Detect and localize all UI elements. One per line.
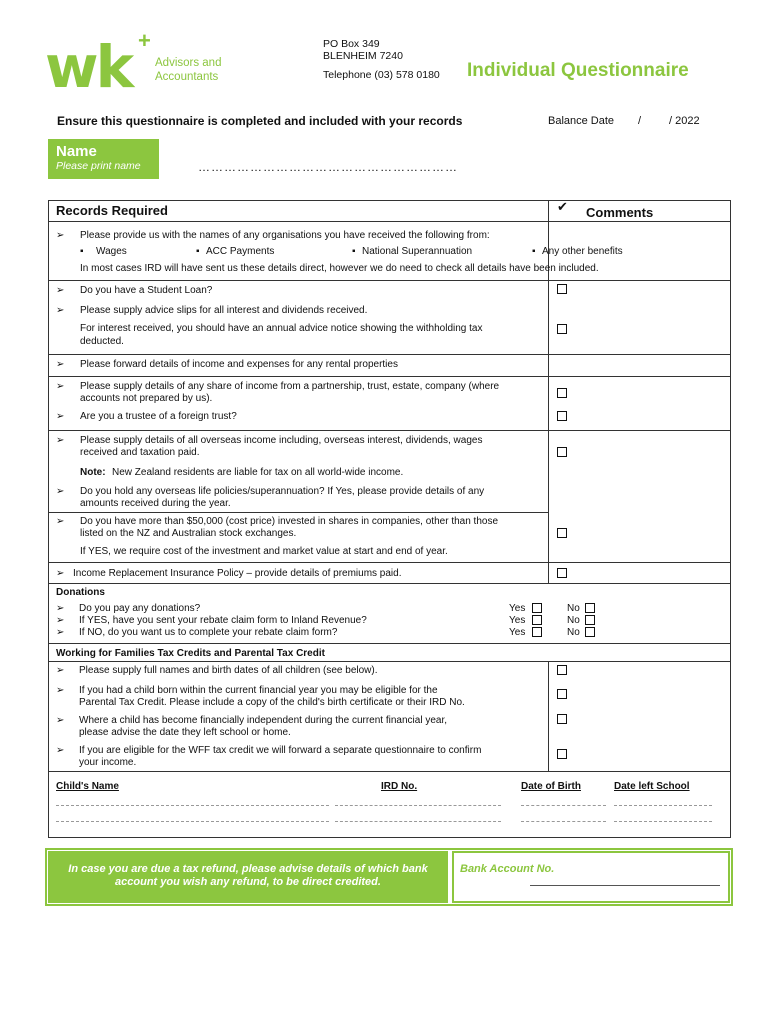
address-line1: PO Box 349 [323, 38, 380, 50]
bullet-icon: ▪ [352, 246, 356, 257]
share-income-checkbox[interactable] [557, 388, 567, 398]
arrow-icon: ➢ [56, 516, 65, 527]
overseas-checkbox[interactable] [557, 447, 567, 457]
student-loan-checkbox[interactable] [557, 284, 567, 294]
wff-indep-2: please advise the date they left school or home. [79, 727, 291, 738]
row-divider [48, 376, 731, 377]
check-header-icon: ✔ [557, 199, 568, 214]
donation-q1: Do you pay any donations? [79, 603, 201, 614]
logo: wk [45, 33, 132, 101]
income-acc: ACC Payments [206, 246, 275, 257]
no-checkbox[interactable] [585, 615, 595, 625]
arrow-icon: ➢ [56, 435, 65, 446]
name-sub: Please print name [56, 160, 141, 172]
foreign-trust: Are you a trustee of a foreign trust? [80, 411, 237, 422]
balance-date-label: Balance Date [548, 115, 615, 127]
arrow-icon: ➢ [56, 568, 65, 579]
address-line2: BLENHEIM 7240 [323, 50, 403, 62]
life-policies-1: Do you hold any overseas life policies/superannuation? If Yes, please provide details of any [80, 486, 485, 497]
row-divider [48, 512, 548, 513]
bank-box [452, 851, 730, 903]
wff-indep-1: Where a child has become financially independent during the current financial year, [79, 715, 447, 726]
shares-2: listed on the NZ and Australian stock exchanges. [80, 528, 297, 539]
shares-1: Do you have more than $50,000 (cost price) invested in shares in companies, other than those [80, 516, 499, 527]
arrow-icon: ➢ [56, 486, 65, 497]
refund-line-2: account you wish any refund, to be direct credited. [115, 876, 381, 888]
student-loan: Do you have a Student Loan? [80, 285, 213, 296]
instruction: Ensure this questionnaire is completed and included with your records [57, 114, 463, 128]
dob-line[interactable] [521, 805, 606, 806]
insurance: Income Replacement Insurance Policy – provide details of premiums paid. [73, 568, 402, 579]
foreign-trust-checkbox[interactable] [557, 411, 567, 421]
interest-note-2: deducted. [80, 336, 124, 347]
wff-header: Working for Families Tax Credits and Parental Tax Credit [56, 648, 325, 659]
bank-label: Bank Account No. [460, 863, 555, 875]
life-policies-2: amounts received during the year. [80, 498, 231, 509]
name-field[interactable]: …………………………………………………… [198, 160, 458, 174]
row-divider [48, 562, 731, 563]
yes-checkbox[interactable] [532, 603, 542, 613]
wff-elig-1: If you are eligible for the WFF tax credit we will forward a separate questionnaire to confirm [79, 745, 482, 756]
logo-text [155, 56, 221, 84]
row-divider [48, 661, 731, 662]
no-label: No [567, 603, 580, 614]
records-header: Records Required [56, 203, 168, 218]
arrow-icon: ➢ [56, 381, 65, 392]
wff-born-checkbox[interactable] [557, 689, 567, 699]
yes-checkbox[interactable] [532, 627, 542, 637]
arrow-icon: ➢ [56, 627, 65, 638]
ird-line[interactable] [335, 821, 501, 822]
ird-header: IRD No. [381, 781, 418, 792]
child-name-line[interactable] [56, 805, 329, 806]
insurance-checkbox[interactable] [557, 568, 567, 578]
donation-q2: If YES, have you sent your rebate claim form to Inland Revenue? [79, 615, 367, 626]
overseas-1: Please supply details of all overseas income including, overseas interest, dividends, wages [80, 435, 483, 446]
telephone: Telephone (03) 578 0180 [323, 69, 440, 81]
row-divider [48, 430, 731, 431]
logo-line1: Advisors and [155, 57, 222, 69]
arrow-icon: ➢ [56, 359, 65, 370]
wff-born-1: If you had a child born within the current financial year you may be eligible for the [79, 685, 438, 696]
no-checkbox[interactable] [585, 603, 595, 613]
arrow-icon: ➢ [56, 685, 65, 696]
rental: Please forward details of income and expenses for any rental properties [80, 359, 398, 370]
row-divider [48, 280, 731, 281]
bullet-icon: ▪ [80, 246, 84, 257]
note-label: Note: [80, 467, 106, 478]
row-divider [48, 354, 731, 355]
arrow-icon: ➢ [56, 411, 65, 422]
arrow-icon: ➢ [56, 603, 65, 614]
logo-line2: Accountants [155, 71, 219, 83]
income-wages: Wages [96, 246, 127, 257]
dob-header: Date of Birth [521, 781, 581, 792]
child-name-line[interactable] [56, 821, 329, 822]
yes-checkbox[interactable] [532, 615, 542, 625]
arrow-icon: ➢ [56, 305, 65, 316]
wff-born-2: Parental Tax Credit. Please include a copy of the child's birth certificate or their IRD No. [79, 697, 465, 708]
interest-note-1: For interest received, you should have an annual advice notice showing the withholding tax [80, 323, 483, 334]
yes-label: Yes [509, 603, 526, 614]
yes-label: Yes [509, 627, 526, 638]
arrow-icon: ➢ [56, 715, 65, 726]
no-checkbox[interactable] [585, 627, 595, 637]
arrow-icon: ➢ [56, 285, 65, 296]
note-text: New Zealand residents are liable for tax on all world-wide income. [112, 467, 404, 478]
overseas-2: received and taxation paid. [80, 447, 200, 458]
share-income-1: Please supply details of any share of income from a partnership, trust, estate, company (where [80, 381, 500, 392]
wff-children-checkbox[interactable] [557, 665, 567, 675]
arrow-icon: ➢ [56, 665, 65, 676]
dob-line[interactable] [521, 821, 606, 822]
column-divider-2 [548, 661, 549, 771]
donation-q3: If NO, do you want us to complete your rebate claim form? [79, 627, 338, 638]
row-divider [48, 221, 731, 222]
no-label: No [567, 627, 580, 638]
shares-checkbox[interactable] [557, 528, 567, 538]
wff-indep-checkbox[interactable] [557, 714, 567, 724]
address [323, 38, 403, 62]
row-divider [48, 583, 731, 584]
refund-line-1: In case you are due a tax refund, please advise details of which bank [68, 863, 428, 875]
no-label: No [567, 615, 580, 626]
child-name-header: Child's Name [56, 781, 119, 792]
yes-label: Yes [509, 615, 526, 626]
arrow-icon: ➢ [56, 745, 65, 756]
balance-date-year[interactable]: / 2022 [669, 115, 700, 127]
wff-children: Please supply full names and birth dates of all children (see below). [79, 665, 378, 676]
income-other: Any other benefits [542, 246, 623, 257]
income-super: National Superannuation [362, 246, 473, 257]
income-intro: Please provide us with the names of any organisations you have received the following from: [80, 230, 490, 241]
bank-account-field[interactable] [530, 885, 720, 886]
ird-line[interactable] [335, 805, 501, 806]
ird-note: In most cases IRD will have sent us these details direct, however we do need to check all details have been included. [80, 263, 599, 274]
interest-advice: Please supply advice slips for all interest and dividends received. [80, 305, 368, 316]
name-heading: Name [56, 143, 97, 160]
wff-elig-2: your income. [79, 757, 137, 768]
donations-header: Donations [56, 587, 105, 598]
comments-header: Comments [586, 205, 654, 220]
interest-checkbox[interactable] [557, 324, 567, 334]
balance-date-slash[interactable]: / [638, 115, 642, 127]
refund-note [48, 851, 448, 903]
bullet-icon: ▪ [196, 246, 200, 257]
row-divider [48, 771, 731, 772]
row-divider [48, 643, 731, 644]
left-school-header: Date left School [614, 781, 690, 792]
bullet-icon: ▪ [532, 246, 536, 257]
left-school-line[interactable] [614, 821, 712, 822]
arrow-icon: ➢ [56, 230, 65, 241]
share-income-2: accounts not prepared by us). [80, 393, 213, 404]
logo-plus: + [138, 28, 151, 53]
wff-elig-checkbox[interactable] [557, 749, 567, 759]
name-box [48, 139, 159, 179]
left-school-line[interactable] [614, 805, 712, 806]
arrow-icon: ➢ [56, 615, 65, 626]
shares-note: If YES, we require cost of the investment and market value at start and end of year. [80, 546, 448, 557]
page-title: Individual Questionnaire [467, 60, 689, 81]
